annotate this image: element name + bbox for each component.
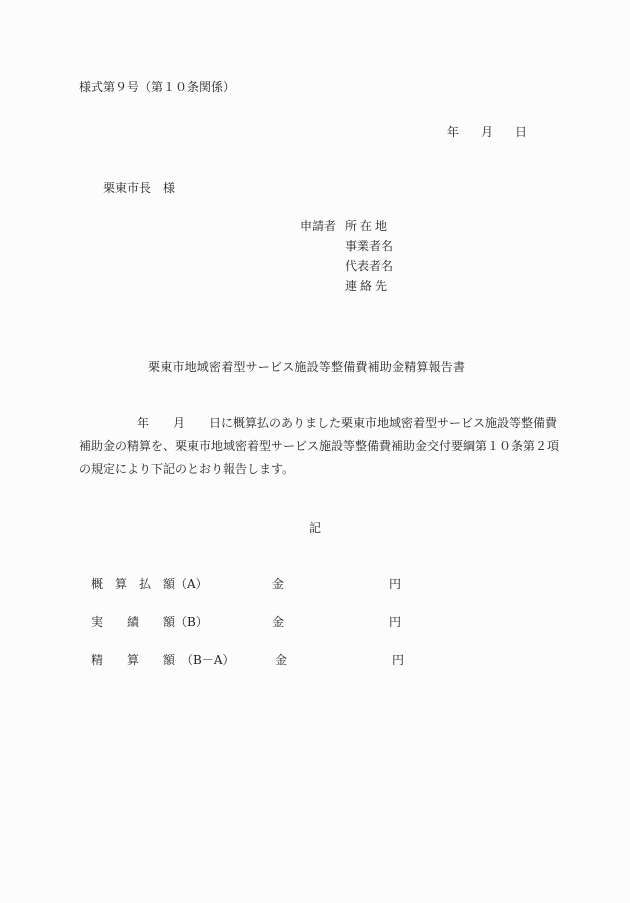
date-line xyxy=(447,125,527,139)
kin-label: 金 xyxy=(275,653,288,667)
form-number: 様式第９号（第１０条関係） xyxy=(79,80,236,94)
body-line-2: 補助金の精算を、栗東市地域密着型サービス施設等整備費補助金交付要綱第１０条第２項 xyxy=(79,439,560,453)
business-name-label: 事業者名 xyxy=(345,239,394,253)
date-month-label: 月 xyxy=(481,125,494,139)
contact-label: 連絡先 xyxy=(345,279,391,293)
representative-label: 代表者名 xyxy=(345,259,394,273)
date-year-label: 年 xyxy=(447,125,460,139)
amount-label: 概 算 払 額（A） xyxy=(91,577,208,591)
amount-label: 実 績 額（B） xyxy=(91,615,208,629)
addressee: 栗東市長 様 xyxy=(103,181,176,195)
yen-label: 円 xyxy=(389,577,402,591)
location-label: 所在地 xyxy=(345,219,391,233)
yen-label: 円 xyxy=(392,653,405,667)
kin-label: 金 xyxy=(272,615,285,629)
document-title: 栗東市地域密着型サービス施設等整備費補助金精算報告書 xyxy=(148,360,466,374)
applicant-label: 申請者 xyxy=(300,219,337,233)
body-line-1: 年 月 日に概算払のありました栗東市地域密着型サービス施設等整備費 xyxy=(137,416,558,430)
ki-heading: 記 xyxy=(309,521,322,535)
body-line-3: の規定により下記のとおり報告します。 xyxy=(79,462,295,476)
date-day-label: 日 xyxy=(515,125,528,139)
kin-label: 金 xyxy=(272,577,285,591)
yen-label: 円 xyxy=(389,615,402,629)
amount-label: 精 算 額 （B－A） xyxy=(91,653,235,667)
